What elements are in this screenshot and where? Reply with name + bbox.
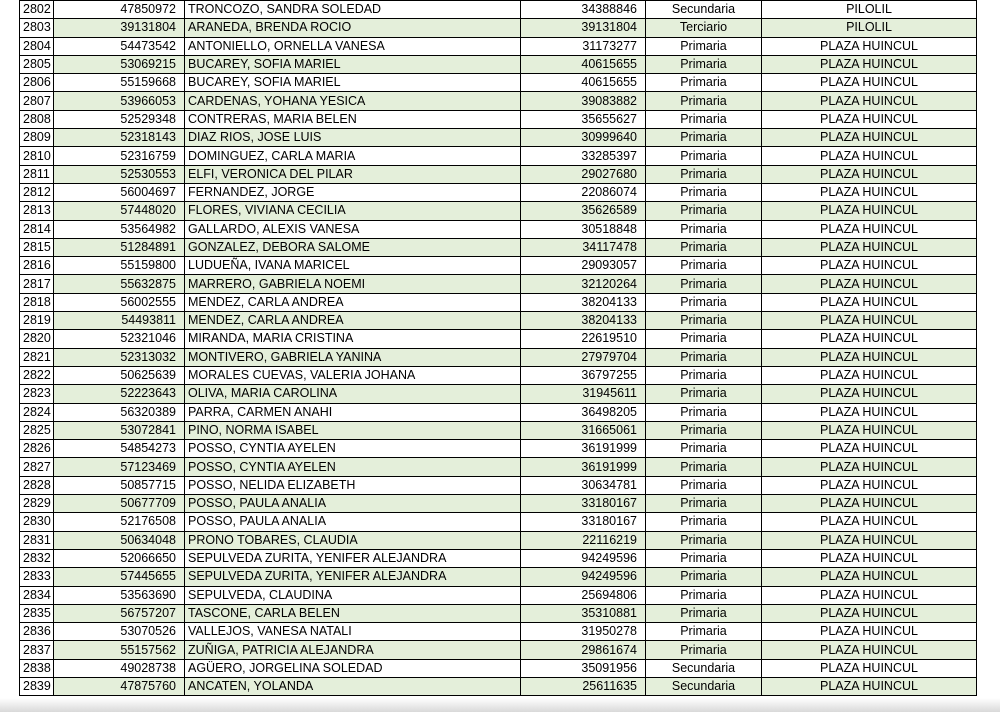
row-number-cell: 2838 [20,659,54,677]
full-name-cell: MIRANDA, MARIA CRISTINA [185,330,521,348]
table-row [20,312,977,330]
location-cell: PLAZA HUINCUL [762,238,977,256]
table-row [20,55,977,73]
education-level-cell: Primaria [646,129,762,147]
table-row [20,604,977,622]
education-level-cell: Primaria [646,476,762,494]
education-level-cell: Primaria [646,421,762,439]
record-id-cell: 51284891 [54,238,185,256]
location-cell: PLAZA HUINCUL [762,495,977,513]
table-row [20,257,977,275]
education-level-cell: Primaria [646,549,762,567]
dni-cell: 36498205 [521,403,646,421]
location-cell: PLAZA HUINCUL [762,623,977,641]
education-level-cell: Secundaria [646,659,762,677]
education-level-cell: Primaria [646,110,762,128]
table-row [20,37,977,55]
location-cell: PLAZA HUINCUL [762,659,977,677]
dni-cell: 30999640 [521,129,646,147]
full-name-cell: SEPULVEDA ZURITA, YENIFER ALEJANDRA [185,549,521,567]
education-level-cell: Primaria [646,147,762,165]
table-row [20,385,977,403]
dni-cell: 22086074 [521,183,646,201]
location-cell: PLAZA HUINCUL [762,92,977,110]
education-level-cell: Primaria [646,641,762,659]
dni-cell: 33180167 [521,513,646,531]
full-name-cell: GONZALEZ, DEBORA SALOME [185,238,521,256]
table-row [20,202,977,220]
education-level-cell: Primaria [646,403,762,421]
location-cell: PLAZA HUINCUL [762,458,977,476]
row-number-cell: 2818 [20,293,54,311]
location-cell: PLAZA HUINCUL [762,604,977,622]
record-id-cell: 39131804 [54,19,185,37]
table-row [20,293,977,311]
dni-cell: 31173277 [521,37,646,55]
full-name-cell: POSSO, PAULA ANALIA [185,495,521,513]
dni-cell: 33180167 [521,495,646,513]
education-level-cell: Primaria [646,165,762,183]
full-name-cell: PARRA, CARMEN ANAHI [185,403,521,421]
full-name-cell: BUCAREY, SOFIA MARIEL [185,55,521,73]
row-number-cell: 2817 [20,275,54,293]
full-name-cell: POSSO, CYNTIA AYELEN [185,458,521,476]
dni-cell: 38204133 [521,293,646,311]
dni-cell: 38204133 [521,312,646,330]
location-cell: PLAZA HUINCUL [762,677,977,695]
row-number-cell: 2828 [20,476,54,494]
records-table [19,0,977,696]
education-level-cell: Primaria [646,275,762,293]
education-level-cell: Primaria [646,202,762,220]
record-id-cell: 57445655 [54,568,185,586]
full-name-cell: CARDENAS, YOHANA YESICA [185,92,521,110]
dni-cell: 32120264 [521,275,646,293]
location-cell: PLAZA HUINCUL [762,275,977,293]
education-level-cell: Secundaria [646,1,762,19]
education-level-cell: Primaria [646,183,762,201]
table-row [20,110,977,128]
row-number-cell: 2826 [20,440,54,458]
location-cell: PLAZA HUINCUL [762,55,977,73]
education-level-cell: Primaria [646,74,762,92]
education-level-cell: Terciario [646,19,762,37]
full-name-cell: SEPULVEDA, CLAUDINA [185,586,521,604]
record-id-cell: 54854273 [54,440,185,458]
education-level-cell: Primaria [646,440,762,458]
dni-cell: 40615655 [521,74,646,92]
dni-cell: 31665061 [521,421,646,439]
record-id-cell: 57448020 [54,202,185,220]
full-name-cell: ARANEDA, BRENDA ROCIO [185,19,521,37]
location-cell: PLAZA HUINCUL [762,37,977,55]
record-id-cell: 56004697 [54,183,185,201]
education-level-cell: Primaria [646,385,762,403]
record-id-cell: 53966053 [54,92,185,110]
record-id-cell: 52529348 [54,110,185,128]
table-row [20,147,977,165]
record-id-cell: 47850972 [54,1,185,19]
record-id-cell: 52530553 [54,165,185,183]
row-number-cell: 2809 [20,129,54,147]
location-cell: PLAZA HUINCUL [762,641,977,659]
table-row [20,495,977,513]
dni-cell: 40615655 [521,55,646,73]
education-level-cell: Primaria [646,348,762,366]
location-cell: PLAZA HUINCUL [762,586,977,604]
record-id-cell: 52321046 [54,330,185,348]
location-cell: PLAZA HUINCUL [762,513,977,531]
record-id-cell: 53072841 [54,421,185,439]
education-level-cell: Primaria [646,366,762,384]
table-row [20,348,977,366]
row-number-cell: 2832 [20,549,54,567]
education-level-cell: Primaria [646,293,762,311]
full-name-cell: MORALES CUEVAS, VALERIA JOHANA [185,366,521,384]
record-id-cell: 52176508 [54,513,185,531]
education-level-cell: Primaria [646,37,762,55]
row-number-cell: 2821 [20,348,54,366]
education-level-cell: Primaria [646,312,762,330]
record-id-cell: 55159668 [54,74,185,92]
row-number-cell: 2822 [20,366,54,384]
table-row [20,165,977,183]
table-row [20,641,977,659]
record-id-cell: 56002555 [54,293,185,311]
education-level-cell: Secundaria [646,677,762,695]
location-cell: PLAZA HUINCUL [762,403,977,421]
record-id-cell: 53069215 [54,55,185,73]
location-cell: PLAZA HUINCUL [762,202,977,220]
dni-cell: 35310881 [521,604,646,622]
location-cell: PLAZA HUINCUL [762,531,977,549]
table-row [20,92,977,110]
record-id-cell: 50634048 [54,531,185,549]
table-row [20,531,977,549]
table-row [20,623,977,641]
education-level-cell: Primaria [646,531,762,549]
row-number-cell: 2824 [20,403,54,421]
dni-cell: 94249596 [521,568,646,586]
table-row [20,330,977,348]
row-number-cell: 2810 [20,147,54,165]
table-row [20,19,977,37]
full-name-cell: POSSO, NELIDA ELIZABETH [185,476,521,494]
full-name-cell: TASCONE, CARLA BELEN [185,604,521,622]
row-number-cell: 2825 [20,421,54,439]
records-table-body [20,1,977,696]
dni-cell: 31950278 [521,623,646,641]
full-name-cell: TRONCOZO, SANDRA SOLEDAD [185,1,521,19]
record-id-cell: 54473542 [54,37,185,55]
dni-cell: 33285397 [521,147,646,165]
dni-cell: 25611635 [521,677,646,695]
full-name-cell: PRONO TOBARES, CLAUDIA [185,531,521,549]
full-name-cell: ANCATEN, YOLANDA [185,677,521,695]
location-cell: PLAZA HUINCUL [762,147,977,165]
dni-cell: 30518848 [521,220,646,238]
row-number-cell: 2837 [20,641,54,659]
record-id-cell: 50677709 [54,495,185,513]
record-id-cell: 53563690 [54,586,185,604]
dni-cell: 35626589 [521,202,646,220]
table-row [20,476,977,494]
education-level-cell: Primaria [646,458,762,476]
dni-cell: 34388846 [521,1,646,19]
location-cell: PILOLIL [762,1,977,19]
location-cell: PLAZA HUINCUL [762,293,977,311]
full-name-cell: MARRERO, GABRIELA NOEMI [185,275,521,293]
record-id-cell: 52223643 [54,385,185,403]
row-number-cell: 2802 [20,1,54,19]
dni-cell: 35655627 [521,110,646,128]
record-id-cell: 52316759 [54,147,185,165]
full-name-cell: MONTIVERO, GABRIELA YANINA [185,348,521,366]
table-row [20,549,977,567]
education-level-cell: Primaria [646,604,762,622]
row-number-cell: 2816 [20,257,54,275]
location-cell: PLAZA HUINCUL [762,366,977,384]
row-number-cell: 2815 [20,238,54,256]
location-cell: PLAZA HUINCUL [762,330,977,348]
location-cell: PLAZA HUINCUL [762,220,977,238]
table-row [20,275,977,293]
full-name-cell: POSSO, PAULA ANALIA [185,513,521,531]
location-cell: PLAZA HUINCUL [762,129,977,147]
dni-cell: 27979704 [521,348,646,366]
education-level-cell: Primaria [646,495,762,513]
location-cell: PLAZA HUINCUL [762,568,977,586]
dni-cell: 34117478 [521,238,646,256]
full-name-cell: ANTONIELLO, ORNELLA VANESA [185,37,521,55]
table-row [20,403,977,421]
record-id-cell: 53070526 [54,623,185,641]
table-row [20,1,977,19]
dni-cell: 22116219 [521,531,646,549]
dni-cell: 39083882 [521,92,646,110]
full-name-cell: ELFI, VERONICA DEL PILAR [185,165,521,183]
record-id-cell: 55632875 [54,275,185,293]
table-row [20,238,977,256]
table-row [20,129,977,147]
location-cell: PLAZA HUINCUL [762,440,977,458]
dni-cell: 25694806 [521,586,646,604]
full-name-cell: POSSO, CYNTIA AYELEN [185,440,521,458]
table-row [20,220,977,238]
record-id-cell: 50857715 [54,476,185,494]
location-cell: PLAZA HUINCUL [762,257,977,275]
record-id-cell: 53564982 [54,220,185,238]
education-level-cell: Primaria [646,568,762,586]
table-row [20,183,977,201]
row-number-cell: 2839 [20,677,54,695]
record-id-cell: 56757207 [54,604,185,622]
record-id-cell: 52066650 [54,549,185,567]
location-cell: PLAZA HUINCUL [762,421,977,439]
education-level-cell: Primaria [646,513,762,531]
dni-cell: 29861674 [521,641,646,659]
row-number-cell: 2812 [20,183,54,201]
row-number-cell: 2834 [20,586,54,604]
table-row [20,513,977,531]
full-name-cell: OLIVA, MARIA CAROLINA [185,385,521,403]
row-number-cell: 2835 [20,604,54,622]
row-number-cell: 2804 [20,37,54,55]
education-level-cell: Primaria [646,257,762,275]
full-name-cell: DIAZ RIOS, JOSE LUIS [185,129,521,147]
location-cell: PILOLIL [762,19,977,37]
record-id-cell: 57123469 [54,458,185,476]
education-level-cell: Primaria [646,623,762,641]
page-edge-shadow [0,698,1000,712]
full-name-cell: DOMINGUEZ, CARLA MARIA [185,147,521,165]
location-cell: PLAZA HUINCUL [762,110,977,128]
row-number-cell: 2830 [20,513,54,531]
dni-cell: 29093057 [521,257,646,275]
row-number-cell: 2833 [20,568,54,586]
location-cell: PLAZA HUINCUL [762,476,977,494]
row-number-cell: 2803 [20,19,54,37]
full-name-cell: GALLARDO, ALEXIS VANESA [185,220,521,238]
location-cell: PLAZA HUINCUL [762,549,977,567]
record-id-cell: 52313032 [54,348,185,366]
dni-cell: 30634781 [521,476,646,494]
dni-cell: 36191999 [521,458,646,476]
full-name-cell: ZUÑIGA, PATRICIA ALEJANDRA [185,641,521,659]
row-number-cell: 2820 [20,330,54,348]
row-number-cell: 2813 [20,202,54,220]
table-row [20,421,977,439]
dni-cell: 94249596 [521,549,646,567]
location-cell: PLAZA HUINCUL [762,348,977,366]
location-cell: PLAZA HUINCUL [762,165,977,183]
row-number-cell: 2836 [20,623,54,641]
full-name-cell: MENDEZ, CARLA ANDREA [185,312,521,330]
row-number-cell: 2827 [20,458,54,476]
full-name-cell: PINO, NORMA ISABEL [185,421,521,439]
dni-cell: 35091956 [521,659,646,677]
full-name-cell: BUCAREY, SOFIA MARIEL [185,74,521,92]
record-id-cell: 50625639 [54,366,185,384]
full-name-cell: FLORES, VIVIANA CECILIA [185,202,521,220]
dni-cell: 36797255 [521,366,646,384]
row-number-cell: 2808 [20,110,54,128]
location-cell: PLAZA HUINCUL [762,385,977,403]
record-id-cell: 56320389 [54,403,185,421]
education-level-cell: Primaria [646,586,762,604]
row-number-cell: 2806 [20,74,54,92]
education-level-cell: Primaria [646,92,762,110]
full-name-cell: AGÜERO, JORGELINA SOLEDAD [185,659,521,677]
row-number-cell: 2819 [20,312,54,330]
location-cell: PLAZA HUINCUL [762,312,977,330]
full-name-cell: VALLEJOS, VANESA NATALI [185,623,521,641]
dni-cell: 22619510 [521,330,646,348]
record-id-cell: 49028738 [54,659,185,677]
table-row [20,366,977,384]
record-id-cell: 52318143 [54,129,185,147]
record-id-cell: 55157562 [54,641,185,659]
row-number-cell: 2807 [20,92,54,110]
full-name-cell: SEPULVEDA ZURITA, YENIFER ALEJANDRA [185,568,521,586]
table-row [20,74,977,92]
dni-cell: 39131804 [521,19,646,37]
education-level-cell: Primaria [646,238,762,256]
education-level-cell: Primaria [646,55,762,73]
full-name-cell: MENDEZ, CARLA ANDREA [185,293,521,311]
row-number-cell: 2831 [20,531,54,549]
full-name-cell: LUDUEÑA, IVANA MARICEL [185,257,521,275]
record-id-cell: 54493811 [54,312,185,330]
education-level-cell: Primaria [646,330,762,348]
row-number-cell: 2829 [20,495,54,513]
record-id-cell: 55159800 [54,257,185,275]
row-number-cell: 2811 [20,165,54,183]
table-row [20,586,977,604]
record-id-cell: 47875760 [54,677,185,695]
row-number-cell: 2805 [20,55,54,73]
full-name-cell: FERNANDEZ, JORGE [185,183,521,201]
table-row [20,458,977,476]
table-row [20,440,977,458]
location-cell: PLAZA HUINCUL [762,74,977,92]
table-row [20,677,977,695]
location-cell: PLAZA HUINCUL [762,183,977,201]
full-name-cell: CONTRERAS, MARIA BELEN [185,110,521,128]
row-number-cell: 2823 [20,385,54,403]
education-level-cell: Primaria [646,220,762,238]
table-row [20,659,977,677]
row-number-cell: 2814 [20,220,54,238]
dni-cell: 31945611 [521,385,646,403]
dni-cell: 36191999 [521,440,646,458]
table-row [20,568,977,586]
dni-cell: 29027680 [521,165,646,183]
